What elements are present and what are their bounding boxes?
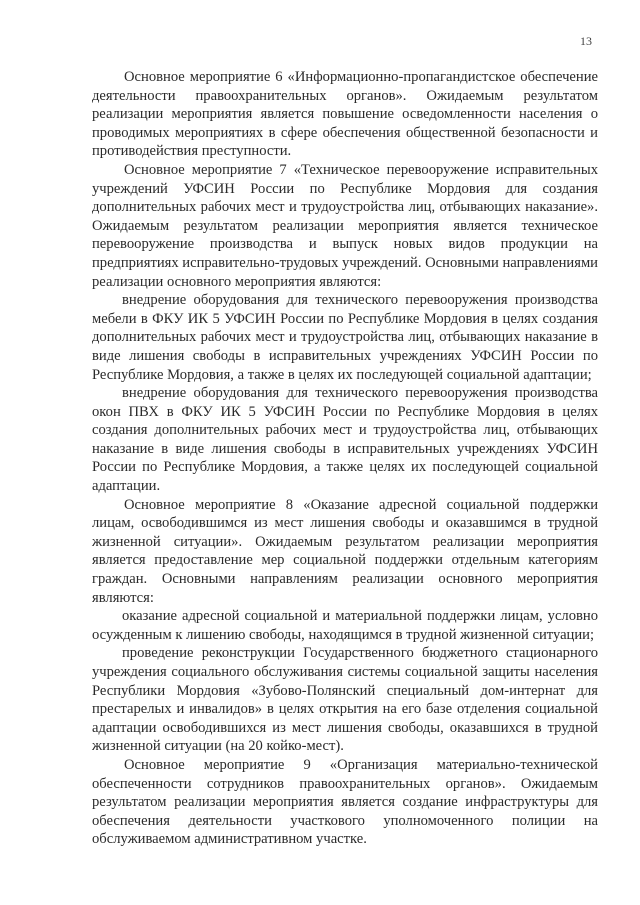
list-item-pvc-windows-equipment: внедрение оборудования для технического перевооружения производства окон ПВХ в ФКУ ИК 5 УФСИН России по Республике Мордовия в целях создания дополнительных рабочих мест и трудоустройства лиц, отбывающих наказание в виде лишения свободы в исправительных учреждениях УФСИН России по Республике Мордовия, а также целях их последующей социальной адаптации. (92, 385, 598, 495)
paragraph-measure-7: Основное мероприятие 7 «Техническое перевооружение исправительных учреждений УФСИН России по Республике Мордовия для создания дополнительных рабочих мест и трудоустройства лиц, отбывающих наказание». Ожидаемым результатом реализации мероприятия является техническое перевооружение производства и выпуск новых видов продукции на предприятиях исправительно-трудовых учреждений. Основными направлениями реализации основного мероприятия являются: (92, 161, 598, 290)
paragraph-measure-6: Основное мероприятие 6 «Информационно-пропагандистское обеспечение деятельности правоохранительных органов». Ожидаемым результатом реализации мероприятия является повышение осведомленности населения о проводимых мероприятиях в сфере обеспечения общественной безопасности и противодействия преступности. (92, 69, 598, 160)
list-item-furniture-equipment: внедрение оборудования для технического перевооружения производства мебели в ФКУ ИК 5 УФСИН России по Республике Мордовия в целях создания дополнительных рабочих мест и трудоустройства лиц, отбывающих наказание в виде лишения свободы в исправительных учреждениях УФСИН России по Республике Мордовия, а также в целях их последующей социальной адаптации; (92, 292, 598, 383)
paragraph-measure-8: Основное мероприятие 8 «Оказание адресной социальной поддержки лицам, освободившимся из мест лишения свободы и оказавшимся в трудной жизненной ситуации». Ожидаемым результатом реализации мероприятия является предоставление мер социальной поддержки отдельным категориям граждан. Основными направлениям реализации основного мероприятия являются: (92, 496, 598, 606)
page-number: 13 (580, 34, 592, 48)
list-item-social-support: оказание адресной социальной и материальной поддержки лицам, условно осужденным к лишению свободы, находящимся в трудной жизненной ситуации; (92, 608, 598, 643)
list-item-reconstruction: проведение реконструкции Государственного бюджетного стационарного учреждения социального обслуживания системы социальной защиты населения Республики Мордовия «Зубово-Полянский специальный дом-интернат для престарелых и инвалидов» в целях открытия на его базе отделения социальной адаптации освободившихся из мест лишения свободы, оказавшихся в трудной жизненной ситуации (на 20 койко-мест). (92, 645, 598, 755)
paragraph-measure-9: Основное мероприятие 9 «Организация материально-технической обеспеченности сотрудников правоохранительных органов». Ожидаемым результатом реализации мероприятия является создание инфраструктуры для обеспечения деятельности участкового уполномоченного полиции на обслуживаемом административном участке. (92, 756, 598, 848)
